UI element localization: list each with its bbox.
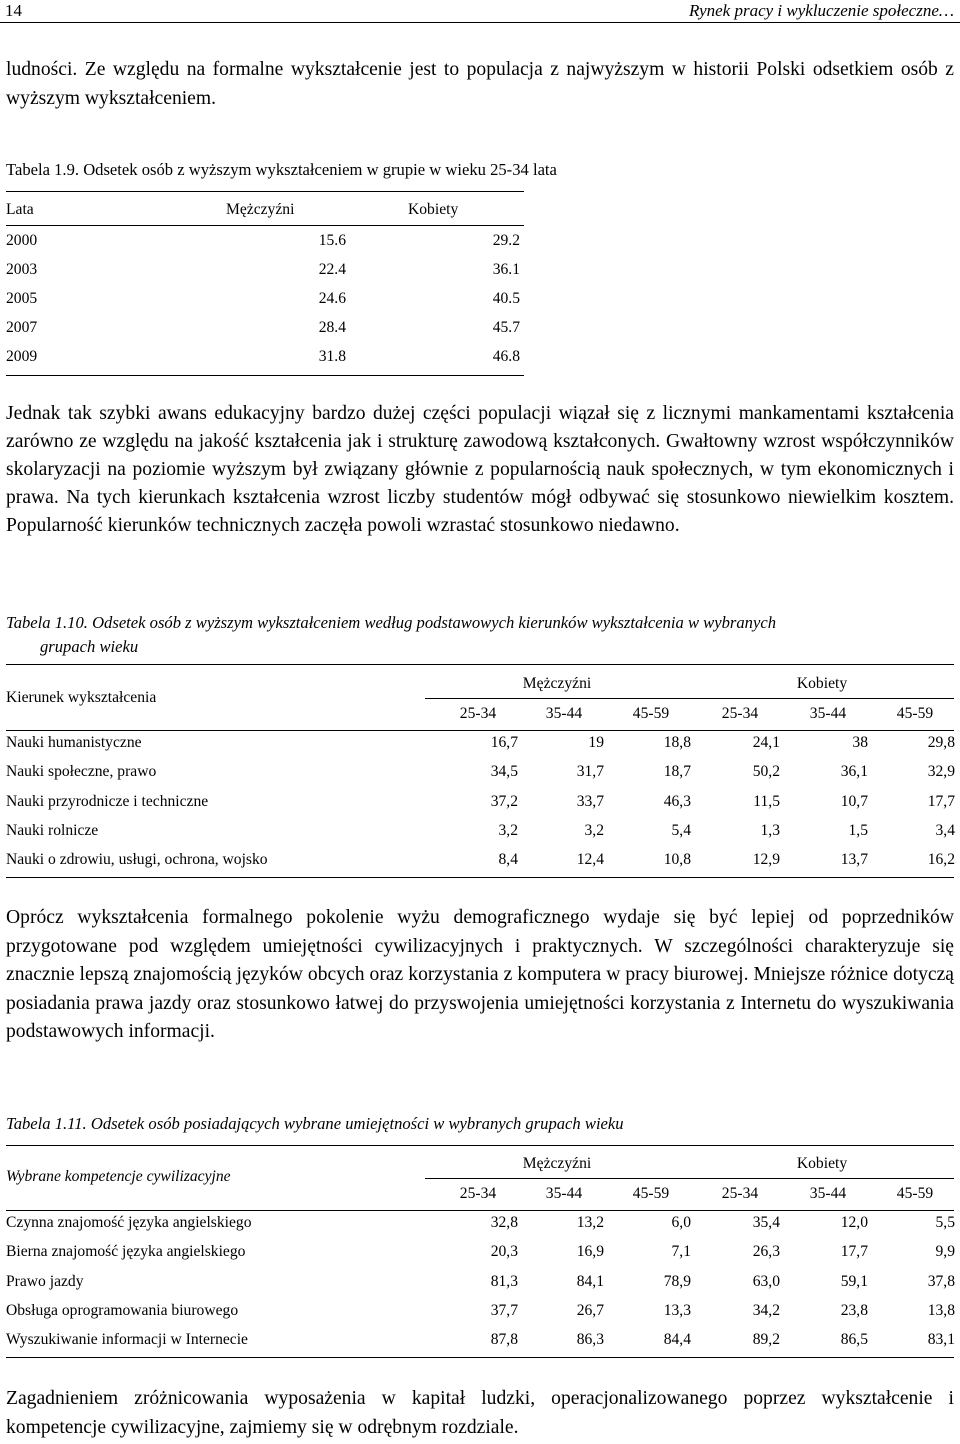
table-cell-value: 12,4 — [576, 851, 604, 869]
table-cell-value: 34,5 — [490, 763, 518, 781]
table-row-label: Nauki humanistyczne — [6, 734, 142, 751]
table-cell-value: 13,2 — [576, 1214, 604, 1231]
age-group-header: 25-34 — [721, 1185, 759, 1202]
table-cell-value: 86,5 — [840, 1331, 868, 1349]
table-cell-value: 13,8 — [927, 1301, 955, 1319]
table-cell-women: 36.1 — [492, 261, 520, 278]
table-1-11-group-women: Kobiety — [796, 1155, 848, 1172]
table-row-year: 2000 — [6, 232, 38, 249]
table-cell-women: 45.7 — [492, 319, 520, 336]
table-cell-men: 31.8 — [318, 348, 346, 365]
table-cell-value: 16,2 — [927, 851, 955, 869]
table-1-11-group-rule — [425, 1178, 954, 1179]
table-1-11-group-men: Mężczyźni — [522, 1155, 592, 1172]
table-row-label: Nauki rolnicze — [6, 821, 99, 839]
table-cell-value: 86,3 — [576, 1331, 604, 1349]
table-1-10-caption — [6, 611, 954, 659]
table-cell-value: 83,1 — [927, 1331, 955, 1349]
table-1-10-group-rule — [425, 698, 954, 699]
age-group-header: 45-59 — [632, 1185, 670, 1202]
table-cell-value: 29,8 — [927, 734, 955, 751]
table-row-label: Wyszukiwanie informacji w Internecie — [6, 1331, 248, 1349]
table-cell-value: 81,3 — [490, 1272, 518, 1290]
age-group-header: 45-59 — [632, 705, 670, 722]
age-group-header: 25-34 — [721, 705, 759, 722]
table-row-year: 2007 — [6, 319, 38, 336]
table-1-9-header-years: Lata — [6, 201, 34, 218]
table-1-9-header-women: Kobiety — [408, 201, 459, 218]
table-cell-value: 34,2 — [752, 1301, 780, 1319]
table-1-9-top-rule — [6, 191, 524, 192]
table-1-9-bottom-rule — [6, 375, 524, 376]
paragraph-civilizational-skills: Oprócz wykształcenia formalnego pokolenie wyżu demograficznego wydaje się być lepiej od poprzedników przygotowane pod względem umiejętności cywilizacyjnych i praktycznych. W szczególności charakteryzuje się znacznie lepszą znajomością języków obcych oraz korzystania z komputera w pracy biurowej. Mniejsze różnice dotyczą posiadania prawa jazdy oraz stosunkowo łatwej do przyswojenia umiejętności korzystania z Internetu do wyszukiwania podstawowych informacji. — [6, 907, 954, 1042]
table-row-label: Nauki o zdrowiu, usługi, ochrona, wojsko — [6, 851, 268, 869]
table-cell-value: 10,8 — [663, 851, 691, 869]
table-cell-value: 18,7 — [663, 763, 691, 781]
table-cell-value: 37,2 — [490, 792, 518, 810]
table-cell-value: 17,7 — [927, 792, 955, 810]
table-row-year: 2005 — [6, 290, 38, 307]
table-cell-value: 20,3 — [490, 1243, 518, 1261]
table-1-9-header-rule — [6, 225, 524, 226]
table-1-11-row-header: Wybrane kompetencje cywilizacyjne — [6, 1168, 231, 1185]
table-cell-value: 89,2 — [752, 1331, 780, 1349]
age-group-header: 35-44 — [545, 1185, 583, 1202]
age-group-header: 35-44 — [809, 705, 847, 722]
table-1-9-title: Odsetek osób z wyższym wykształceniem w grupie w wieku 25-34 lata — [83, 160, 557, 179]
table-cell-value: 13,3 — [663, 1301, 691, 1319]
table-1-10-group-women: Kobiety — [796, 675, 848, 692]
table-cell-men: 15.6 — [318, 232, 346, 249]
table-1-10-label: Tabela 1.10. — [6, 613, 88, 632]
table-1-10-title-cont: grupach wieku — [40, 637, 139, 656]
table-1-10-header-rule — [6, 730, 954, 731]
table-cell-value: 59,1 — [840, 1272, 868, 1290]
table-1-10-top-rule — [6, 664, 954, 665]
table-cell-value: 3,2 — [584, 821, 604, 839]
table-1-11-bottom-rule — [6, 1357, 954, 1358]
table-cell-men: 22.4 — [318, 261, 346, 278]
table-cell-men: 28.4 — [318, 319, 346, 336]
table-cell-value: 13,7 — [840, 851, 868, 869]
table-cell-value: 32,9 — [927, 763, 955, 781]
paragraph-closing: Zagadnieniem zróżnicowania wyposażenia w kapitał ludzki, operacjonalizowanego poprzez wykształcenie i kompetencje cywilizacyjne, zajmiemy się w odrębnym rozdziale. — [6, 1388, 954, 1438]
table-cell-value: 8,4 — [498, 851, 518, 869]
table-1-11-title: Odsetek osób posiadających wybrane umiejętności w wybranych grupach wieku — [90, 1114, 624, 1133]
table-1-10-bottom-rule — [6, 877, 954, 878]
table-cell-value: 16,7 — [490, 734, 518, 751]
table-cell-value: 10,7 — [840, 792, 868, 810]
table-cell-value: 36,1 — [840, 763, 868, 781]
paragraph-education-quality: Jednak tak szybki awans edukacyjny bardzo dużej części populacji wiązał się z licznymi mankamentami kształcenia zarówno ze względu na jakość kształcenia jak i strukturę zawodową kształconych. Gwałtowny wzrost współczynników skolaryzacji na poziomie wyższym był związany głównie z popularnością nauk społecznych, w tym ekonomicznych i prawa. Na tych kierunkach kształcenia wzrost liczby studentów mógł odbywać się stosunkowo niewielkim kosztem. Popularność kierunków technicznych zaczęła powoli wzrastać stosunkowo niedawno. — [6, 403, 954, 536]
table-cell-value: 17,7 — [840, 1243, 868, 1261]
page-number: 14 — [5, 1, 22, 20]
table-cell-value: 9,9 — [935, 1243, 955, 1261]
table-cell-value: 12,0 — [840, 1214, 868, 1231]
table-row-label: Bierna znajomość języka angielskiego — [6, 1243, 246, 1261]
paragraph-intro: ludności. Ze względu na formalne wykształcenie jest to populacja z najwyższym w historii Polski odsetkiem osób z wyższym wykształceniem. — [6, 59, 954, 109]
table-cell-value: 5,5 — [935, 1214, 955, 1231]
table-cell-value: 12,9 — [752, 851, 780, 869]
table-cell-value: 37,8 — [927, 1272, 955, 1290]
table-cell-value: 7,1 — [671, 1243, 691, 1261]
table-cell-value: 26,3 — [752, 1243, 780, 1261]
table-row-year: 2009 — [6, 348, 38, 365]
table-cell-value: 3,4 — [935, 821, 955, 839]
table-cell-value: 50,2 — [752, 763, 780, 781]
table-cell-value: 26,7 — [576, 1301, 604, 1319]
table-cell-value: 33,7 — [576, 792, 604, 810]
table-1-11-caption — [6, 1114, 624, 1134]
table-row-year: 2003 — [6, 261, 38, 278]
table-1-11-header-rule — [6, 1210, 954, 1211]
table-row-label: Nauki społeczne, prawo — [6, 763, 157, 781]
table-cell-value: 1,3 — [760, 821, 780, 839]
header-rule — [0, 22, 960, 23]
table-cell-value: 16,9 — [576, 1243, 604, 1261]
table-cell-value: 5,4 — [671, 821, 691, 839]
table-1-9-header-men: Mężczyźni — [226, 201, 295, 218]
table-cell-value: 18,8 — [663, 734, 691, 751]
table-cell-value: 35,4 — [752, 1214, 780, 1231]
age-group-header: 35-44 — [545, 705, 583, 722]
table-cell-women: 46.8 — [492, 348, 520, 365]
table-1-10-row-header: Kierunek wykształcenia — [6, 689, 157, 706]
table-1-9-label: Tabela 1.9. — [6, 160, 80, 179]
table-cell-value: 31,7 — [576, 763, 604, 781]
table-cell-value: 78,9 — [663, 1272, 691, 1290]
age-group-header: 35-44 — [809, 1185, 847, 1202]
table-cell-value: 87,8 — [490, 1331, 518, 1349]
table-row-label: Prawo jazdy — [6, 1272, 84, 1290]
table-1-11-top-rule — [6, 1145, 954, 1146]
table-cell-women: 40.5 — [492, 290, 520, 307]
running-title: Rynek pracy i wykluczenie społeczne… — [689, 1, 954, 20]
table-1-10-group-men: Mężczyźni — [522, 675, 592, 692]
table-cell-value: 23,8 — [840, 1301, 868, 1319]
age-group-header: 25-34 — [459, 1185, 497, 1202]
table-row-label: Obsługa oprogramowania biurowego — [6, 1301, 239, 1319]
table-cell-value: 84,1 — [576, 1272, 604, 1290]
age-group-header: 45-59 — [896, 705, 934, 722]
table-cell-value: 46,3 — [663, 792, 691, 810]
age-group-header: 25-34 — [459, 705, 497, 722]
table-cell-value: 1,5 — [848, 821, 868, 839]
table-1-11-label: Tabela 1.11. — [6, 1114, 87, 1133]
table-cell-value: 24,1 — [752, 734, 780, 751]
table-row-label: Nauki przyrodnicze i techniczne — [6, 792, 209, 810]
table-cell-value: 6,0 — [671, 1214, 691, 1231]
table-cell-value: 3,2 — [498, 821, 518, 839]
table-cell-value: 19 — [588, 734, 604, 751]
table-cell-value: 84,4 — [663, 1331, 691, 1349]
table-cell-value: 32,8 — [490, 1214, 518, 1231]
table-row-label: Czynna znajomość języka angielskiego — [6, 1214, 252, 1231]
table-cell-value: 37,7 — [490, 1301, 518, 1319]
table-cell-value: 38 — [852, 734, 868, 751]
table-cell-men: 24.6 — [318, 290, 346, 307]
table-1-9-caption — [6, 160, 557, 180]
table-cell-women: 29.2 — [492, 232, 520, 249]
table-cell-value: 63,0 — [752, 1272, 780, 1290]
table-1-10-title: Odsetek osób z wyższym wykształceniem według podstawowych kierunków wykształcenia w wybranych — [92, 613, 776, 632]
age-group-header: 45-59 — [896, 1185, 934, 1202]
table-cell-value: 11,5 — [753, 792, 780, 810]
